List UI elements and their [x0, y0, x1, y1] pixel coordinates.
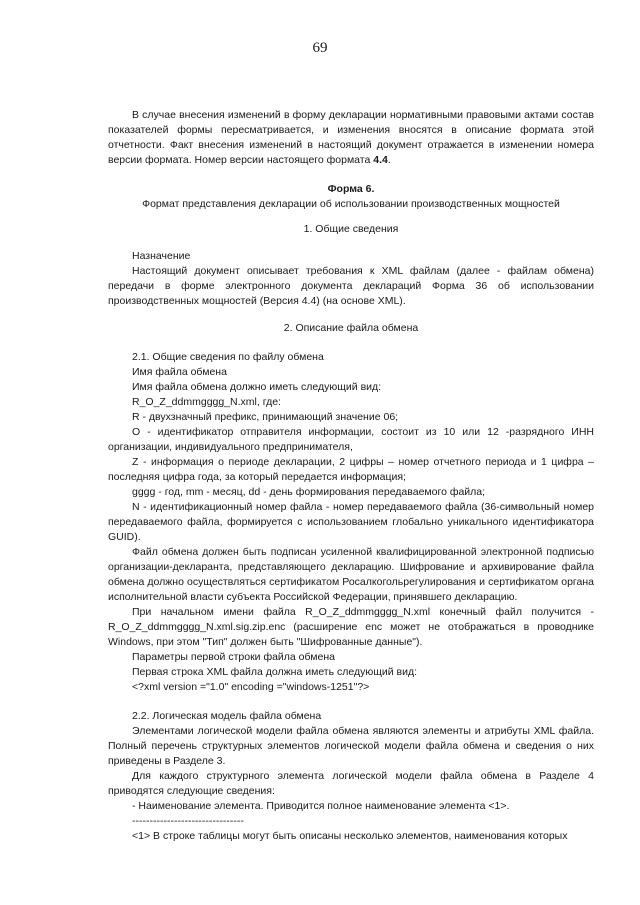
params-label: Параметры первой строки файла обмена [132, 651, 335, 663]
xml-declaration: <?xml version ="1.0" encoding ="windows-1251"?> [132, 681, 370, 693]
logic-paragraph-1: Элементами логической модели файла обмена являются элементы и атрибуты XML файла. Полный перечень структурных элементов логической модели файла обмена и сведения о них приведены в Разделе 3. [108, 725, 594, 767]
footnote-text: <1> В строке таблицы могут быть описаны несколько элементов, наименования которых [132, 830, 568, 842]
first-line-text: Первая строка XML файла должна иметь следующий вид: [132, 666, 418, 678]
list-item: gggg - год, mm - месяц, dd - день формирования передаваемого файла; [132, 486, 486, 498]
logic-paragraph-2: Для каждого структурного элемента логической модели файла обмена в Разделе 4 приводятся следующие сведения: [108, 770, 594, 797]
list-item: Z - информация о периоде декларации, 2 цифры – номер отчетного периода и 1 цифра – последняя цифра года, за который передается информация; [108, 456, 594, 483]
page-number: 69 [312, 40, 328, 56]
encrypted-filename-paragraph: При начальном имени файла R_O_Z_ddmmgggg_N.xml конечный файл получится - R_O_Z_ddmmgggg_N.xml.sig.zip.enc (расширение enc может не отображаться в проводнике Windows, при этом "Тип" должен быть "Шифрованные данные"). [108, 606, 594, 648]
version-number: 4.4 [373, 154, 388, 166]
filename-form-text: Имя файла обмена должно иметь следующий вид: [132, 381, 382, 393]
form-subtitle: Формат представления декларации об использовании производственных мощностей [142, 198, 560, 210]
signature-paragraph: Файл обмена должен быть подписан усиленной квалифицированной электронной подписью организации-декларанта, представляющего декларацию. Шифрование и архивирование файла обмена должно осуществляться сертификатом Росалкогольрегулирования и сертификатом органа исполнительной власти субъекта Российской Федерации, принявшего декларацию. [108, 546, 594, 603]
section1-heading: 1. Общие сведения [303, 223, 399, 235]
purpose-label: Назначение [132, 250, 191, 262]
subsection-2-1-heading: 2.1. Общие сведения по файлу обмена [132, 351, 324, 363]
intro-paragraph: В случае внесения изменений в форму декларации нормативными правовыми актами состав показателей формы пересматривается, и изменения вносятся в описание формата этой отчетности. Факт внесения изменений в настоящий документ отражается в изменении номера версии формата. Номер версии настоящего формата 4.4. [108, 109, 594, 166]
logic-list-item: - Наименование элемента. Приводится полное наименование элемента <1>. [132, 800, 510, 812]
page-content [108, 108, 594, 844]
filename-pattern: R_O_Z_ddmmgggg_N.xml, где: [132, 396, 281, 408]
section2-heading: 2. Описание файла обмена [283, 322, 419, 334]
list-item: R - двухзначный префикс, принимающий значение 06; [132, 411, 399, 423]
filename-label: Имя файла обмена [132, 366, 227, 378]
list-item: O - идентификатор отправителя информации, состоит из 10 или 12 -разрядного ИНН организации, индивидуального предпринимателя, [108, 426, 594, 453]
form-title: Форма 6. [327, 183, 375, 195]
subsection-2-2-heading: 2.2. Логическая модель файла обмена [132, 710, 322, 722]
footnote-rule: -------------------------------- [132, 815, 244, 827]
list-item: N - идентификационный номер файла - номер передаваемого файла (36-символьный номер передаваемого файла, формируется с использованием глобально уникального идентификатора GUID). [108, 501, 594, 543]
purpose-text: Настоящий документ описывает требования к XML файлам (далее - файлам обмена) передачи в форме электронного документа деклараций Форма 36 об использовании производственных мощностей (Версия 4.4) (на основе XML). [108, 265, 594, 307]
